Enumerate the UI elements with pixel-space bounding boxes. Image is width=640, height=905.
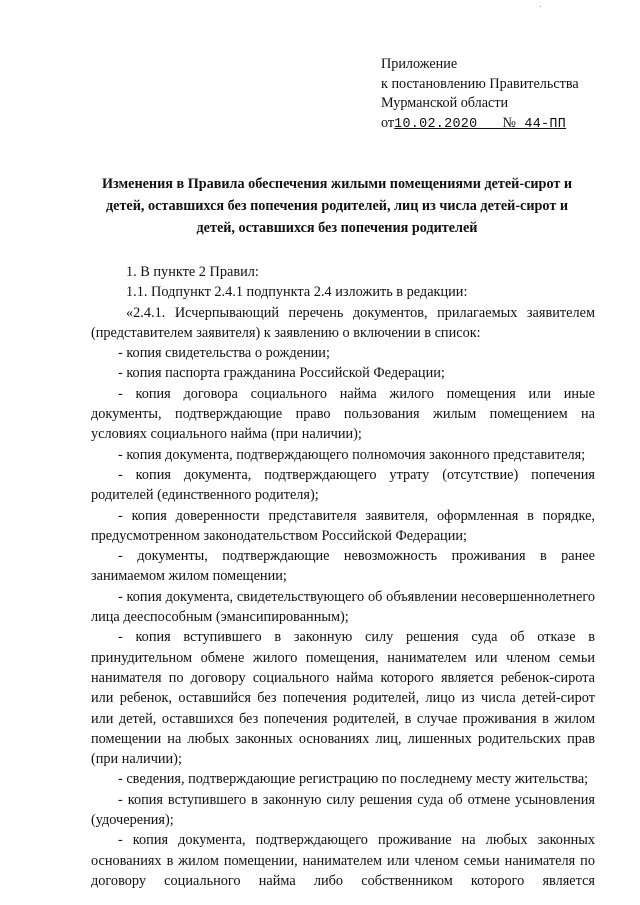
list-item: - копия доверенности представителя заявителя, оформленная в порядке, предусмотренном законодательством Российской Федерации; bbox=[91, 507, 595, 544]
list-item: - копия вступившего в законную силу решения суда об отказе в принудительном обмене жилого помещения, нанимателем или членом семьи нанимателя по договору социального найма которого является ребенок-сирота или ребенок, оставшийся без попечения родителей, лицо из числа детей-сирот или детей, оставшихся без попечения родителей, в случае проживания в жилом помещении на любых законных основаниях лиц, лишенных родительских прав (при наличии); bbox=[91, 629, 595, 768]
number-sign: № bbox=[502, 114, 517, 131]
document-heading: Изменения в Правила обеспечения жилыми помещениями детей-сирот и детей, оставшихся без попечения родителей, лиц из числа детей-сирот и детей, оставшихся без попечения родителей bbox=[101, 176, 573, 236]
appendix-resolution: к постановлению Правительства bbox=[381, 75, 579, 92]
list-item: - сведения, подтверждающие регистрацию по последнему месту жительства; bbox=[118, 771, 589, 788]
list-item: - копия документа, подтверждающего проживание на любых законных основаниях в жилом помещении, нанимателем или членом семьи нанимателя по договору социального найма либо собственником которого является bbox=[91, 832, 595, 889]
list-item: - копия договора социального найма жилого помещения или иные документы, подтверждающие право пользования жилым помещением на условиях социального найма (при наличии); bbox=[91, 385, 595, 443]
list-item: - копия документа, подтверждающего полномочия законного представителя; bbox=[118, 446, 586, 463]
list-item: - копия свидетельства о рождении; bbox=[118, 345, 330, 362]
list-item: - копия паспорта гражданина Российской Федерации; bbox=[118, 365, 445, 382]
scan-mark bbox=[540, 6, 541, 7]
paragraph: 1.1. Подпункт 2.4.1 подпункта 2.4 изложить в редакции: bbox=[126, 284, 468, 301]
appendix-region: Мурманской области bbox=[381, 95, 509, 111]
date-prefix: от bbox=[381, 114, 395, 131]
resolution-date: 10.02.2020 bbox=[394, 116, 478, 132]
list-item: - документы, подтверждающие невозможность проживания в ранее занимаемом жилом помещении; bbox=[91, 548, 595, 585]
list-item: - копия документа, свидетельствующего об объявлении несовершеннолетнего лица дееспособным (эмансипированным); bbox=[91, 588, 595, 626]
paragraph: 1. В пункте 2 Правил: bbox=[126, 264, 259, 280]
appendix-date-line bbox=[381, 114, 621, 135]
document-body bbox=[91, 262, 595, 891]
list-item: - копия вступившего в законную силу решения суда об отмене усыновления (удочерения); bbox=[91, 791, 595, 829]
appendix-block bbox=[381, 55, 621, 134]
list-item: - копия документа, подтверждающего утрату (отсутствие) попечения родителей (единственного родителя); bbox=[91, 466, 595, 504]
appendix-title: Приложение bbox=[381, 56, 458, 72]
resolution-number: 44-ПП bbox=[524, 116, 567, 132]
paragraph: «2.4.1. Исчерпывающий перечень документов, прилагаемых заявителем (представителем заявителя) к заявлению о включении в список: bbox=[91, 304, 595, 341]
